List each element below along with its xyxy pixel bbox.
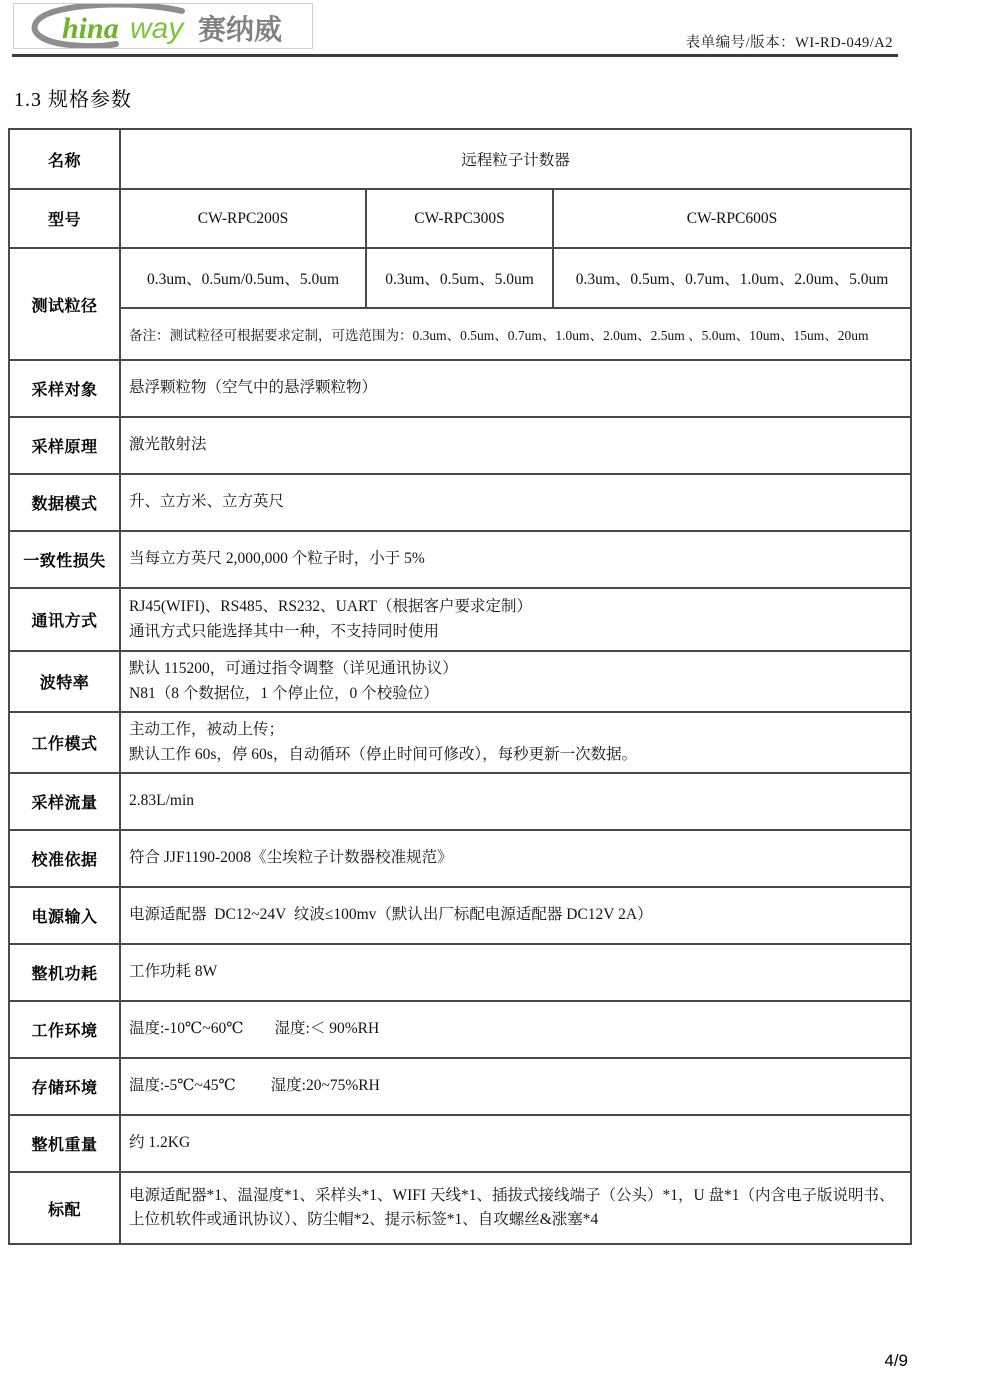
value-line: 符合 JJF1190-2008《尘埃粒子计数器校准规范》 <box>129 849 453 867</box>
logo-swoosh-icon <box>14 4 312 48</box>
spec-row-value <box>120 417 911 474</box>
spec-row-value <box>120 360 911 417</box>
row-label-model: 型号 <box>9 189 120 248</box>
spec-row-value <box>120 651 911 712</box>
value-line: 工作功耗 8W <box>129 963 218 981</box>
spec-row-value <box>120 712 911 773</box>
spec-row-value <box>120 531 911 588</box>
table-row <box>9 773 911 830</box>
spec-row-label: 工作模式 <box>9 712 120 773</box>
spec-row-label: 采样流量 <box>9 773 120 830</box>
row-label-name: 名称 <box>9 129 120 189</box>
spec-row-value <box>120 1172 911 1244</box>
spec-row-value <box>120 887 911 944</box>
spec-row-label: 标配 <box>9 1172 120 1244</box>
spec-row-label: 整机功耗 <box>9 944 120 1001</box>
value-line: 约 1.2KG <box>129 1134 191 1152</box>
page-number: 4/9 <box>884 1351 908 1370</box>
chinaway-logo <box>13 3 313 49</box>
table-row <box>9 417 911 474</box>
spec-row-label: 采样原理 <box>9 417 120 474</box>
table-row <box>9 308 911 360</box>
section-title: 1.3 规格参数 <box>14 89 132 111</box>
spec-row-value <box>120 830 911 887</box>
table-row <box>9 474 911 531</box>
model-cell: CW-RPC600S <box>553 189 911 248</box>
table-row <box>9 1172 911 1244</box>
value-line: 温度:-10℃~60℃ 湿度:＜ 90%RH <box>129 1020 380 1038</box>
name-value: 远程粒子计数器 <box>120 129 911 189</box>
spec-row-value <box>120 944 911 1001</box>
spec-row-label: 采样对象 <box>9 360 120 417</box>
value-line: 电源适配器*1、温湿度*1、采样头*1、WIFI 天线*1、插拔式接线端子（公头）*1，U 盘*1（内含电子版说明书、上位机软件或通讯协议）、防尘帽*2、提示标签*1、自攻螺丝&涨塞*4 <box>129 1186 895 1228</box>
value-line: 升、立方米、立方英尺 <box>129 493 285 511</box>
value-line: 2.83L/min <box>129 792 195 810</box>
spec-row-label: 整机重量 <box>9 1115 120 1172</box>
table-row <box>9 887 911 944</box>
model-cell: CW-RPC300S <box>366 189 553 248</box>
spec-row-value <box>120 773 911 830</box>
value-line: 激光散射法 <box>129 436 207 454</box>
value-line: 当每立方英尺 2,000,000 个粒子时，小于 5% <box>129 550 425 568</box>
value-line: 温度:-5℃~45℃ 湿度:20~75%RH <box>129 1077 380 1095</box>
logo-text-cn: 赛纳威 <box>198 14 283 45</box>
spec-row-label: 通讯方式 <box>9 588 120 651</box>
spec-row-label: 工作环境 <box>9 1001 120 1058</box>
table-row <box>9 651 911 712</box>
value-line: 主动工作，被动上传； <box>129 721 285 739</box>
page-header <box>0 0 1000 58</box>
table-row <box>9 129 911 189</box>
spec-row-value <box>120 474 911 531</box>
logo-text-hina: hina <box>62 12 119 45</box>
spec-row-label: 一致性损失 <box>9 531 120 588</box>
value-line: 通讯方式只能选择其中一种，不支持同时使用 <box>129 622 440 640</box>
spec-row-value <box>120 1115 911 1172</box>
spec-row-value <box>120 1058 911 1115</box>
header-rule <box>12 54 898 57</box>
value-line: 电源适配器 DC12~24V 纹波≤100mv（默认出厂标配电源适配器 DC12V 2A） <box>129 906 653 924</box>
spec-table <box>8 128 912 1245</box>
document-number: 表单编号/版本：WI-RD-049/A2 <box>685 35 893 51</box>
table-row <box>9 1115 911 1172</box>
particle-size-note: 备注：测试粒径可根据要求定制，可选范围为：0.3um、0.5um、0.7um、1.0um、2.0um、2.5um 、5.0um、10um、15um、20um <box>120 308 911 360</box>
spec-row-value <box>120 588 911 651</box>
spec-row-label: 电源输入 <box>9 887 120 944</box>
table-row <box>9 1001 911 1058</box>
logo-text-way: way <box>130 12 184 45</box>
table-row <box>9 189 911 248</box>
table-row <box>9 830 911 887</box>
model-cell: CW-RPC200S <box>120 189 366 248</box>
table-row <box>9 531 911 588</box>
particle-size-cell: 0.3um、0.5um/0.5um、5.0um <box>120 248 366 308</box>
particle-size-cell: 0.3um、0.5um、0.7um、1.0um、2.0um、5.0um <box>553 248 911 308</box>
table-row <box>9 712 911 773</box>
table-row <box>9 248 911 308</box>
spec-row-label: 数据模式 <box>9 474 120 531</box>
particle-size-cell: 0.3um、0.5um、5.0um <box>366 248 553 308</box>
value-line: RJ45(WIFI)、RS485、RS232、UART（根据客户要求定制） <box>129 598 532 616</box>
table-row <box>9 1058 911 1115</box>
table-row <box>9 588 911 651</box>
table-row <box>9 944 911 1001</box>
row-label-particle-size: 测试粒径 <box>9 248 120 360</box>
spec-row-label: 校准依据 <box>9 830 120 887</box>
value-line: 默认工作 60s，停 60s，自动循环（停止时间可修改），每秒更新一次数据。 <box>129 745 638 763</box>
spec-row-value <box>120 1001 911 1058</box>
value-line: 悬浮颗粒物（空气中的悬浮颗粒物） <box>129 379 378 397</box>
value-line: N81（8 个数据位，1 个停止位，0 个校验位） <box>129 684 439 702</box>
table-row <box>9 360 911 417</box>
value-line: 默认 115200，可通过指令调整（详见通讯协议） <box>129 660 458 678</box>
spec-row-label: 存储环境 <box>9 1058 120 1115</box>
spec-row-label: 波特率 <box>9 651 120 712</box>
